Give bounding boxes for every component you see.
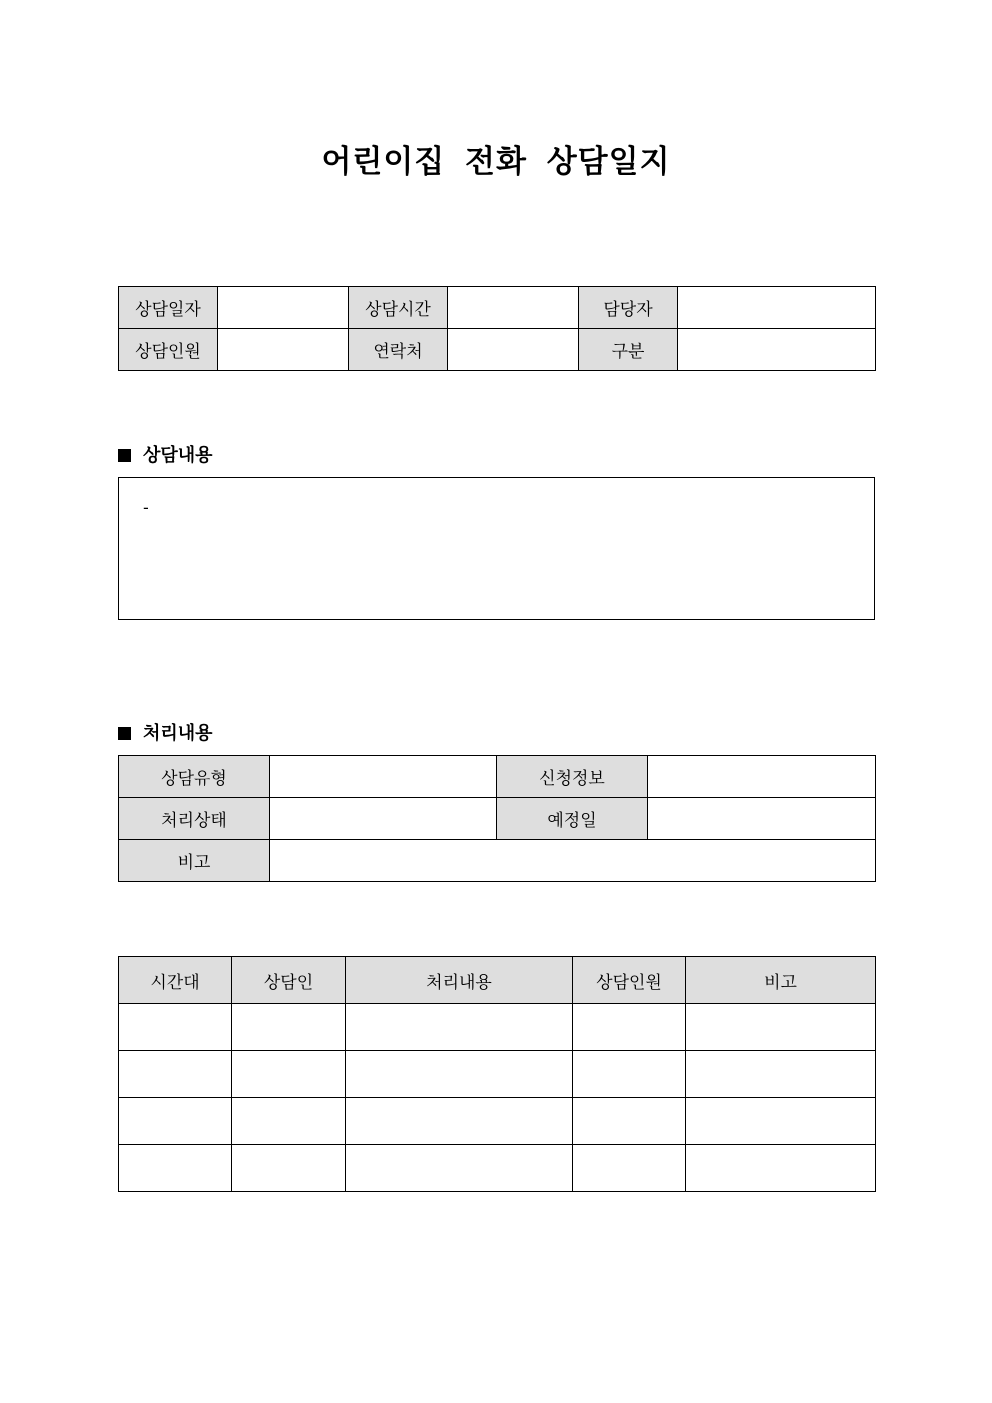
category-field[interactable]: [678, 329, 876, 371]
note-label: 비고: [119, 840, 270, 882]
process-section-heading: [118, 719, 213, 745]
consult-content-box[interactable]: [118, 477, 875, 620]
table-row: [119, 1098, 876, 1145]
table-cell[interactable]: [346, 1004, 573, 1051]
table-cell[interactable]: [346, 1051, 573, 1098]
process-table: [118, 755, 876, 882]
process-section-title: 처리내용: [143, 723, 213, 744]
table-cell[interactable]: [573, 1145, 686, 1192]
table-cell[interactable]: [232, 1145, 346, 1192]
consult-section-heading: [118, 441, 213, 467]
table-cell[interactable]: [119, 1145, 232, 1192]
consult-count-header: 상담인원: [573, 957, 686, 1004]
table-cell[interactable]: [232, 1098, 346, 1145]
table-cell[interactable]: [119, 1004, 232, 1051]
consultant-header: 상담인: [232, 957, 346, 1004]
table-cell[interactable]: [119, 1098, 232, 1145]
request-info-label: 신청정보: [497, 756, 648, 798]
note-header: 비고: [686, 957, 876, 1004]
consult-content-text: -: [143, 498, 149, 517]
table-cell[interactable]: [573, 1051, 686, 1098]
scheduled-date-label: 예정일: [497, 798, 648, 840]
document-title: 어린이집 전화 상담일지: [321, 144, 671, 180]
consult-count-field[interactable]: [218, 329, 349, 371]
process-status-field[interactable]: [270, 798, 497, 840]
manager-field[interactable]: [678, 287, 876, 329]
table-cell[interactable]: [346, 1098, 573, 1145]
consult-section-title: 상담내용: [143, 445, 213, 466]
scheduled-date-field[interactable]: [648, 798, 876, 840]
process-content-header: 처리내용: [346, 957, 573, 1004]
table-row: [119, 1004, 876, 1051]
table-cell[interactable]: [686, 1051, 876, 1098]
consult-count-label: 상담인원: [119, 329, 218, 371]
square-bullet-icon: [118, 727, 131, 740]
consult-time-label: 상담시간: [349, 287, 448, 329]
consult-log-table: [118, 956, 876, 1192]
consult-type-label: 상담유형: [119, 756, 270, 798]
table-cell[interactable]: [686, 1004, 876, 1051]
square-bullet-icon: [118, 449, 131, 462]
note-field[interactable]: [270, 840, 876, 882]
consult-type-field[interactable]: [270, 756, 497, 798]
table-cell[interactable]: [232, 1004, 346, 1051]
table-row: [119, 1051, 876, 1098]
table-cell[interactable]: [119, 1051, 232, 1098]
table-cell[interactable]: [573, 1004, 686, 1051]
table-cell[interactable]: [686, 1145, 876, 1192]
table-cell[interactable]: [573, 1098, 686, 1145]
contact-field[interactable]: [448, 329, 579, 371]
consult-date-label: 상담일자: [119, 287, 218, 329]
request-info-field[interactable]: [648, 756, 876, 798]
manager-label: 담당자: [579, 287, 678, 329]
table-cell[interactable]: [686, 1098, 876, 1145]
table-cell[interactable]: [346, 1145, 573, 1192]
contact-label: 연락처: [349, 329, 448, 371]
consult-info-table: [118, 286, 876, 371]
consult-time-field[interactable]: [448, 287, 579, 329]
process-status-label: 처리상태: [119, 798, 270, 840]
table-cell[interactable]: [232, 1051, 346, 1098]
table-row: [119, 1145, 876, 1192]
category-label: 구분: [579, 329, 678, 371]
time-slot-header: 시간대: [119, 957, 232, 1004]
consult-date-field[interactable]: [218, 287, 349, 329]
